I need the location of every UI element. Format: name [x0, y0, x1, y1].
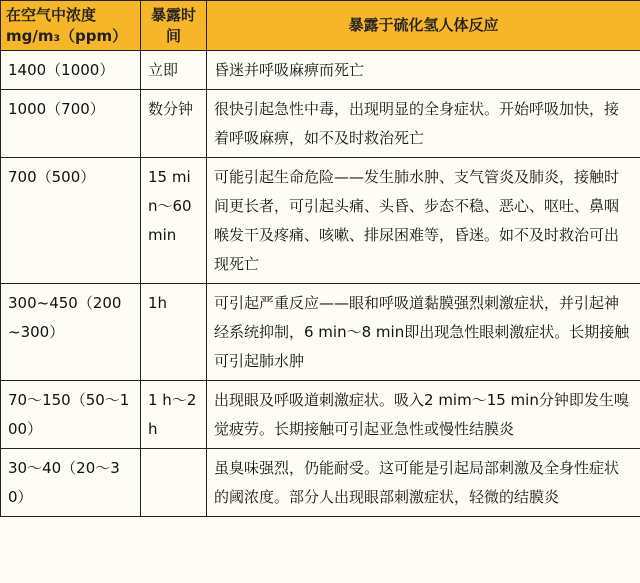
reaction-cell: 出现眼及呼吸道刺激症状。吸入2 mim～15 min分钟即发生嗅觉疲劳。长期接触可引起亚急性或慢性结膜炎: [207, 381, 640, 449]
exposure-time-cell: 1 h～2 h: [141, 381, 207, 449]
exposure-time-cell: [141, 449, 207, 517]
exposure-time-cell: 15 min～60 min: [141, 158, 207, 284]
reaction-cell: 可引起严重反应——眼和呼吸道黏膜强烈刺激症状，并引起神经系统抑制，6 min～8 min即出现急性眼刺激症状。长期接触可引起肺水肿: [207, 284, 640, 381]
concentration-cell: 700（500）: [1, 158, 141, 284]
header-exposure-time: 暴露时间: [141, 1, 207, 51]
exposure-time-cell: 1h: [141, 284, 207, 381]
header-reaction: 暴露于硫化氢人体反应: [207, 1, 640, 51]
exposure-time-cell: 数分钟: [141, 90, 207, 158]
concentration-cell: 300~450（200~300）: [1, 284, 141, 381]
table-row: [1, 51, 640, 90]
exposure-time-cell: 立即: [141, 51, 207, 90]
concentration-cell: 70～150（50～100）: [1, 381, 141, 449]
table-row: [1, 381, 640, 449]
table-row: [1, 158, 640, 284]
reaction-cell: 虽臭味强烈，仍能耐受。这可能是引起局部刺激及全身性症状的阈浓度。部分人出现眼部刺激症状，轻微的结膜炎: [207, 449, 640, 517]
header-concentration: 在空气中浓度mg/m₃（ppm）: [1, 1, 141, 51]
table-row: [1, 449, 640, 517]
table-header-row: [1, 1, 640, 51]
table-row: [1, 284, 640, 381]
concentration-cell: 1000（700）: [1, 90, 141, 158]
concentration-cell: 1400（1000）: [1, 51, 141, 90]
table-row: [1, 90, 640, 158]
reaction-cell: 昏迷并呼吸麻痹而死亡: [207, 51, 640, 90]
reaction-cell: 可能引起生命危险——发生肺水肿、支气管炎及肺炎，接触时间更长者，可引起头痛、头昏、步态不稳、恶心、呕吐、鼻咽喉发干及疼痛、咳嗽、排尿困难等，昏迷。如不及时救治可出现死亡: [207, 158, 640, 284]
reaction-cell: 很快引起急性中毒，出现明显的全身症状。开始呼吸加快，接着呼吸麻痹，如不及时救治死亡: [207, 90, 640, 158]
concentration-cell: 30～40（20～30）: [1, 449, 141, 517]
